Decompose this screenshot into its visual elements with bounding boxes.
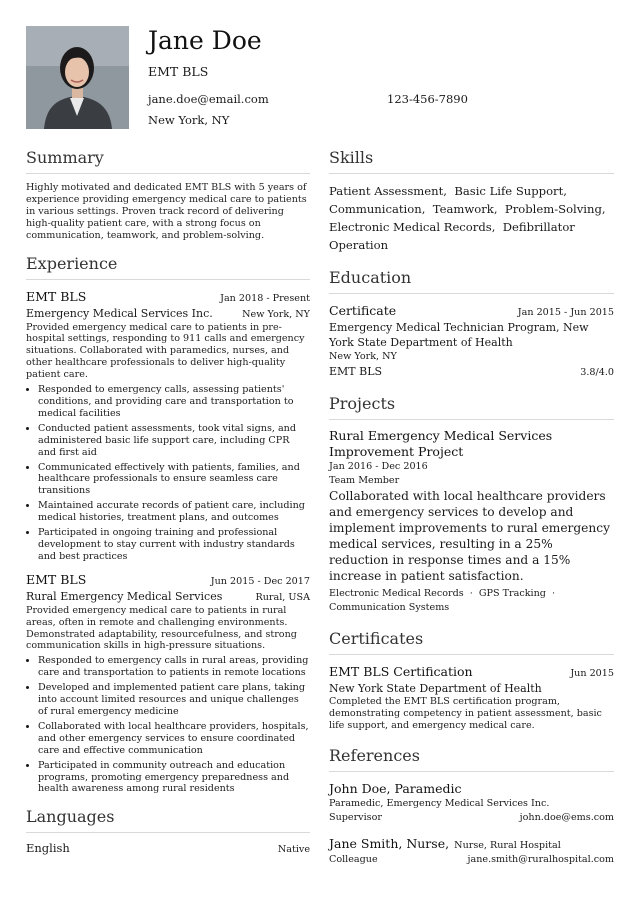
certificate-name: EMT BLS Certification: [329, 664, 473, 679]
language-name: English: [26, 841, 70, 856]
project-description: Collaborated with local healthcare providers and emergency services to develop and implement improvements to rural emergency medical services, resulting in a 25% reduction in response times and a 15% increase in patient satisfaction.: [329, 489, 610, 583]
education-program: Emergency Medical Technician Program, New York State Department of Health: [329, 321, 589, 349]
certificate-description: Completed the EMT BLS certification program, demonstrating competency in patient assessment, basic life support, and emergency medical care.: [329, 696, 602, 731]
phone-number[interactable]: 123-456-7890: [387, 92, 468, 106]
left-column: [26, 148, 310, 857]
reference-org: Paramedic, Emergency Medical Services Inc.: [329, 797, 550, 809]
education-gpa: 3.8/4.0: [580, 367, 614, 378]
references-heading: References: [329, 746, 614, 772]
job-organization: Emergency Medical Services Inc.: [26, 306, 213, 320]
reference-org: Nurse, Rural Hospital: [454, 839, 561, 851]
right-column: [329, 148, 614, 867]
job-organization: Rural Emergency Medical Services: [26, 589, 223, 603]
job-location: Rural, USA: [255, 591, 310, 603]
bullet-item: • Participated in community outreach and education programs, promoting emergency preparedness and health awareness among rural residents: [38, 760, 310, 796]
degree: Certificate: [329, 303, 397, 318]
certificate-date: Jun 2015: [570, 668, 614, 679]
job-bullets: [26, 384, 310, 563]
bullet-item: • Conducted patient assessments, took vital signs, and administered basic life support care, including CPR and first aid: [38, 423, 310, 459]
language-level: Native: [277, 844, 310, 856]
email-link[interactable]: jane.doe@email.com: [148, 92, 269, 106]
bullet-item: • Developed and implemented patient care plans, taking into account limited resources and unique challenges of rural emergency medicine: [38, 682, 310, 718]
job-title: EMT BLS: [26, 288, 87, 304]
language-row: [26, 841, 310, 857]
job-location: New York, NY: [242, 308, 310, 320]
skill-item: Problem-Solving,: [504, 202, 606, 216]
languages-heading: Languages: [26, 807, 310, 833]
job-entry-1: [26, 288, 310, 563]
job-dates: Jan 2018 - Present: [220, 292, 310, 304]
candidate-title: EMT BLS: [148, 64, 209, 79]
bullet-item: • Participated in ongoing training and professional development to stay current with industry standards and best practices: [38, 527, 310, 563]
reference-entry-1: [329, 780, 614, 825]
bullet-item: • Responded to emergency calls in rural areas, providing care and transportation to patients in remote locations: [38, 655, 310, 679]
job-description: Provided emergency medical care to patients in rural areas, often in remote and challenging environments. Demonstrated adaptability, resourcefulness, and strong communication skills in high-pressure situations.: [26, 604, 297, 652]
bullet-item: • Responded to emergency calls, assessing patients' conditions, and providing care and transportation to medical facilities: [38, 384, 310, 420]
bullet-item: • Maintained accurate records of patient care, including medical histories, treatment plans, and outcomes: [38, 500, 310, 524]
reference-email[interactable]: jane.smith@ruralhospital.com: [467, 853, 614, 865]
project-tags: Electronic Medical Records · GPS Tracking · Communication Systems: [329, 588, 556, 613]
project-role: Team Member: [329, 475, 400, 486]
job-title: EMT BLS: [26, 571, 87, 587]
skill-item: Defibrillator Operation: [329, 220, 575, 252]
skills-list: [329, 182, 614, 254]
reference-email[interactable]: john.doe@ems.com: [519, 811, 614, 823]
skills-heading: Skills: [329, 148, 614, 174]
bullet-item: • Collaborated with local healthcare providers, hospitals, and other emergency services to ensure coordinated care and effective communication: [38, 721, 310, 757]
job-entry-2: [26, 571, 310, 796]
project-dates: Jan 2016 - Dec 2016: [329, 461, 428, 472]
job-description: Provided emergency medical care to patients in pre-hospital settings, responding to 911 calls and emergency situations. Collaborated with paramedics, nurses, and other healthcare professionals to deliver high-quality patient care.: [26, 321, 305, 381]
skill-item: Communication,: [329, 202, 426, 216]
summary-heading: Summary: [26, 148, 310, 174]
project-name: Rural Emergency Medical Services Improvement Project: [329, 428, 553, 459]
skill-item: Patient Assessment,: [329, 184, 447, 198]
education-dates: Jan 2015 - Jun 2015: [517, 307, 614, 318]
education-heading: Education: [329, 268, 614, 294]
skill-item: Basic Life Support,: [454, 184, 567, 198]
certificates-heading: Certificates: [329, 629, 614, 655]
location-text: New York, NY: [148, 113, 230, 127]
project-tag: Electronic Medical Records: [329, 588, 464, 599]
skill-item: Electronic Medical Records,: [329, 220, 496, 234]
job-bullets: [26, 655, 310, 795]
certificate-issuer: New York State Department of Health: [329, 682, 542, 695]
reference-name: John Doe, Paramedic: [329, 780, 462, 796]
reference-relation: Supervisor: [329, 811, 382, 823]
skill-item: Teamwork,: [432, 202, 498, 216]
summary-text: Highly motivated and dedicated EMT BLS with 5 years of experience providing emergency medical care to patients in various settings. Proven track record of delivering high-quality patient care, with a strong focus on communication, teamwork, and problem-solving.: [26, 182, 307, 241]
reference-entry-2: [329, 833, 614, 867]
reference-relation: Colleague: [329, 853, 378, 865]
project-tag: Communication Systems: [329, 602, 450, 613]
projects-heading: Projects: [329, 394, 614, 420]
profile-photo: [26, 26, 129, 129]
education-field: EMT BLS: [329, 365, 383, 378]
bullet-item: • Communicated effectively with patients, families, and healthcare professionals to ensure seamless care transitions: [38, 462, 310, 498]
job-dates: Jun 2015 - Dec 2017: [210, 575, 310, 587]
education-location: New York, NY: [329, 351, 397, 362]
project-tag: GPS Tracking: [478, 588, 546, 599]
candidate-name: Jane Doe: [148, 26, 262, 55]
reference-name: Jane Smith, Nurse,: [329, 835, 450, 851]
experience-heading: Experience: [26, 254, 310, 280]
